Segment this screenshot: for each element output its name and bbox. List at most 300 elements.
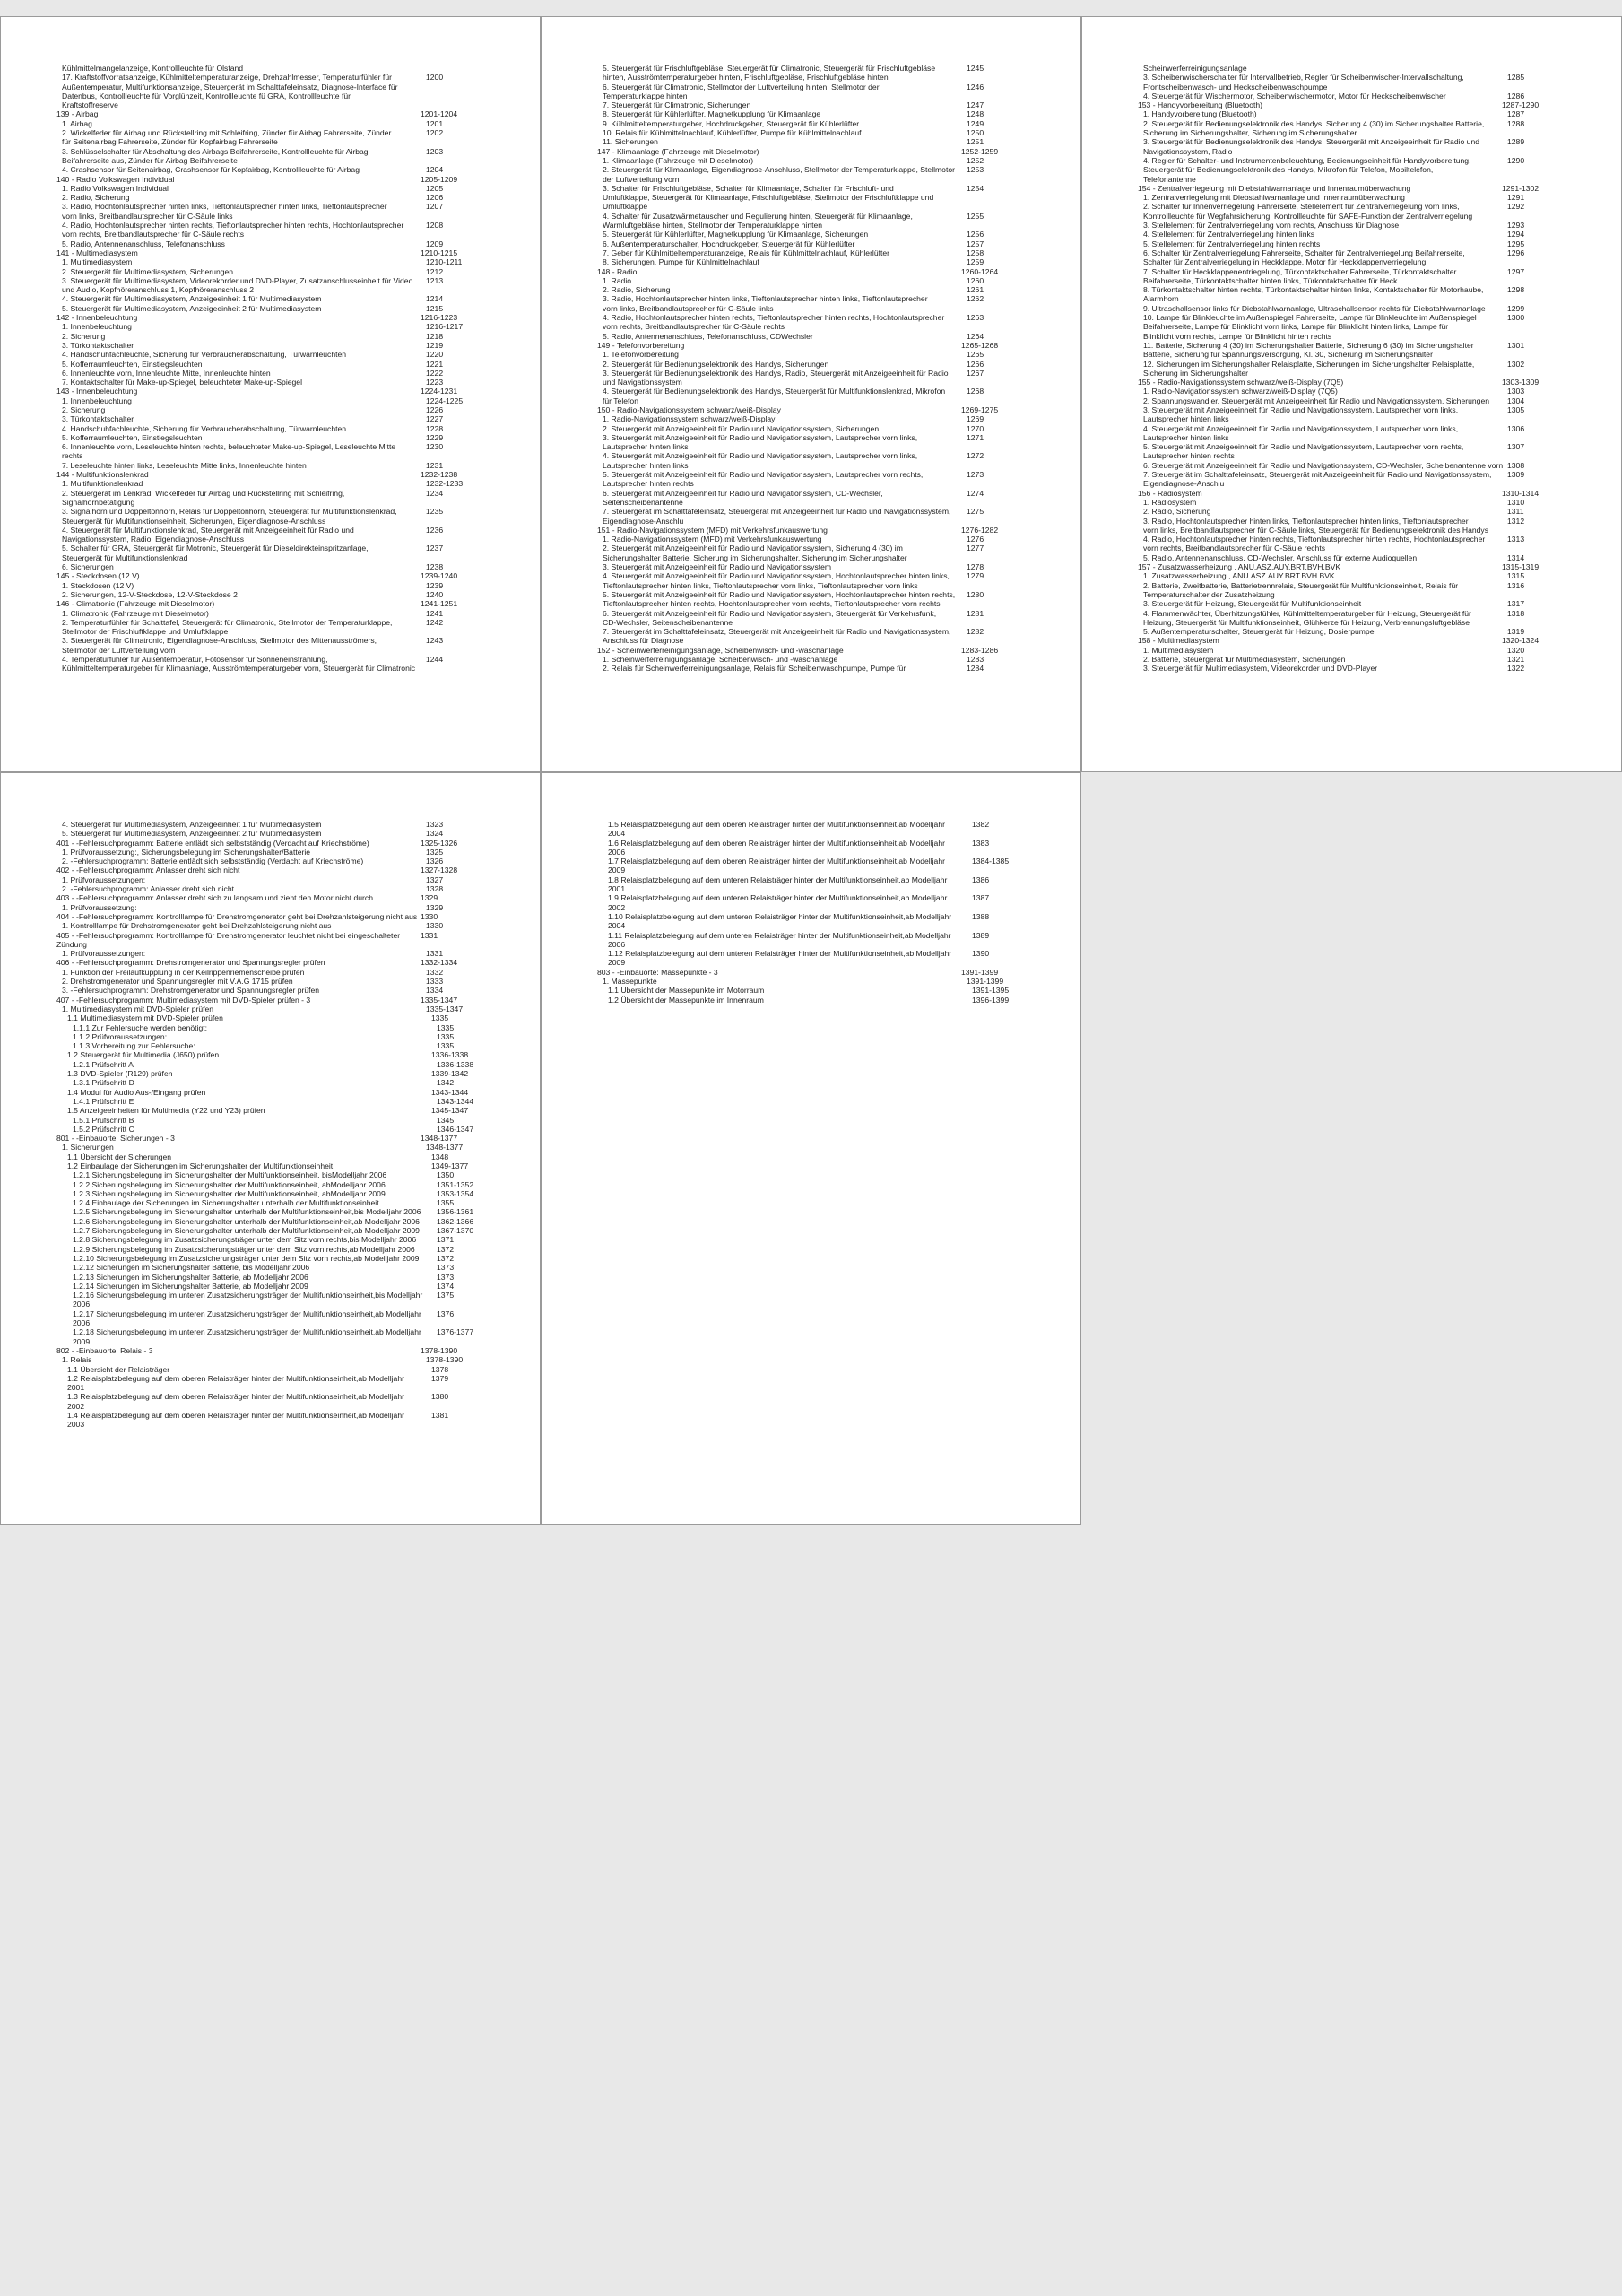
- toc-entry-title: und Navigationssystem: [603, 378, 682, 387]
- toc-entry-page-number: 1348: [431, 1152, 449, 1161]
- toc-entry-page-number: 1303: [1507, 387, 1525, 396]
- toc-entry-title: 1.1 Multimediasystem mit DVD-Spieler prüfen: [67, 1013, 223, 1023]
- toc-entry: [56, 424, 522, 433]
- toc-entry-page-number: 1332-1334: [421, 958, 458, 968]
- toc-entry-title: Schalter für Zentralverriegelung in Heckklappe, Motor für Heckklappenverriegelung: [1143, 257, 1427, 267]
- toc-entry: [1138, 544, 1603, 552]
- toc-entry-title: 2. Sicherung: [62, 331, 106, 341]
- toc-entry-page-number: 1232-1238: [421, 470, 458, 480]
- toc-entry-title: 17. Kraftstoffvorratsanzeige, Kühlmitteltemperaturanzeige, Drehzahlmesser, Temperaturfühler für: [62, 73, 392, 83]
- toc-entry-page-number: 1391-1399: [967, 977, 1004, 987]
- toc-entry: [1138, 655, 1603, 664]
- toc-entry: [56, 387, 522, 396]
- toc-entry-title: Zündung: [56, 939, 87, 949]
- toc-entry-page-number: 1244: [426, 655, 444, 664]
- toc-entry-page-number: 1313: [1507, 535, 1525, 544]
- toc-entry-title: 4. Temperaturfühler für Außentemperatur, Fotosensor für Sonneneinstrahlung,: [62, 655, 328, 664]
- toc-entry-title: 3. -Fehlersuchprogramm: Drehstromgenerator und Spannungsregler prüfen: [62, 986, 320, 996]
- toc-entry: [56, 83, 522, 91]
- toc-entry-title: 4. Steuergerät mit Anzeigeeinheit für Radio und Navigationssystem, Hochtonlautsprecher hinten links,: [603, 571, 950, 581]
- toc-entry-page-number: 1371: [437, 1235, 455, 1245]
- toc-entry-title: 146 - Climatronic (Fahrzeuge mit Dieselmotor): [56, 599, 215, 609]
- toc-entry: [597, 949, 1063, 958]
- toc-entry-page-number: 1231: [426, 460, 444, 470]
- toc-entry: [56, 1032, 522, 1041]
- toc-entry: [597, 175, 1063, 184]
- toc-entry: [597, 526, 1063, 535]
- toc-entry-title: 1.1.1 Zur Fehlersuche werden benötigt:: [73, 1022, 208, 1032]
- document-page-5: [541, 772, 1081, 1525]
- toc-entry-page-number: 1335-1347: [426, 1004, 464, 1013]
- toc-entry-title: Beifahrerseite aus, Zünder für Airbag Beifahrerseite: [62, 155, 238, 165]
- toc-entry-title: 1.2.4 Einbaulage der Sicherungen im Sicherungshalter unterhalb der Multifunktionseinheit: [73, 1198, 379, 1208]
- toc-entry: [597, 848, 1063, 857]
- toc-entry-title: 7. Steuergerät für Climatronic, Sicherungen: [603, 100, 751, 110]
- toc-entry: [56, 1069, 522, 1078]
- toc-entry: [597, 921, 1063, 930]
- toc-entry-title: 1.2.10 Sicherungsbelegung im Zusatzsicherungsträger unter dem Sitz vorn rechts,ab Modelljahr 2009: [73, 1253, 420, 1263]
- toc-entry-title: 1.12 Relaisplatzbelegung auf dem unteren Relaisträger hinter der Multifunktionseinheit,ab Modelljahr: [608, 949, 952, 959]
- toc-entry-title: 401 - -Fehlersuchprogramm: Batterie entlädt sich selbstständig (Verdacht auf Kriechströme): [56, 838, 369, 848]
- toc-entry-title: 7. Steuergerät im Schalttafeleinsatz, Steuergerät mit Anzeigeeinheit für Radio und Navigationssystem,: [1143, 470, 1492, 480]
- toc-entry: [597, 857, 1063, 865]
- toc-entry: [56, 903, 522, 912]
- toc-entry: [597, 109, 1063, 118]
- toc-entry: [597, 83, 1063, 91]
- toc-entry-title: 4. Steuergerät für Multimediasystem, Anzeigeeinheit 1 für Multimediasystem: [62, 294, 322, 304]
- toc-entry: [597, 64, 1063, 73]
- toc-entry-title: 6. Steuergerät mit Anzeigeeinheit für Radio und Navigationssystem, CD-Wechsler, Scheibenantenne vorn: [1143, 460, 1504, 470]
- toc-entry-page-number: 1320: [1507, 645, 1525, 655]
- toc-entry-title: 2. Wickelfeder für Airbag und Rückstellring mit Schleifring, Zünder für Airbag Fahrerseite, Zünder: [62, 128, 392, 138]
- toc-entry-page-number: 1249: [967, 118, 984, 128]
- toc-entry-title: 5. Steuergerät für Frischluftgebläse, Steuergerät für Climatronic, Steuergerät für Frischluftgebläse: [603, 64, 936, 73]
- toc-entry: [1138, 156, 1603, 165]
- toc-entry: [56, 609, 522, 618]
- toc-entry-title: 11. Batterie, Sicherung 4 (30) im Sicherungshalter Batterie, Sicherung 6 (30) im Sicherungshalter: [1143, 340, 1474, 350]
- toc-entry: [597, 332, 1063, 341]
- toc-entry: [1138, 221, 1603, 230]
- toc-entry: [56, 1254, 522, 1263]
- toc-entry: [56, 921, 522, 930]
- toc-entry-title: vorn links, Breitbandlautsprecher für C-Säule links: [62, 211, 233, 221]
- toc-entry-page-number: 1382: [972, 820, 990, 829]
- toc-entry-title: 1.5.1 Prüfschritt B: [73, 1115, 134, 1125]
- toc-entry-title: 1. Climatronic (Fahrzeuge mit Dieselmotor): [62, 608, 209, 618]
- toc-entry-title: Beifahrerseite, Türkontaktschalter hinten links, Türkontaktschalter für Heck: [1143, 275, 1398, 285]
- toc-entry-title: 153 - Handyvorbereitung (Bluetooth): [1138, 100, 1263, 110]
- toc-entry-title: 803 - -Einbauorte: Massepunkte - 3: [597, 967, 718, 977]
- toc-entry: [56, 248, 522, 257]
- toc-entry-title: 6. Steuergerät mit Anzeigeeinheit für Radio und Navigationssystem, Steuergerät für Verkehrsfunk,: [603, 608, 937, 618]
- toc-entry: [1138, 184, 1603, 193]
- toc-entry-page-number: 1375: [437, 1291, 455, 1300]
- toc-entry: [56, 618, 522, 627]
- toc-entry-title: 1.1.3 Vorbereitung zur Fehlersuche:: [73, 1041, 195, 1051]
- toc-entry: [597, 986, 1063, 995]
- toc-entry-title: 2001: [67, 1383, 85, 1393]
- toc-entry-title: 2. Radio, Sicherung: [1143, 507, 1211, 517]
- toc-entry-page-number: 1315: [1507, 571, 1525, 581]
- toc-entry-title: 139 - Airbag: [56, 109, 99, 119]
- toc-entry: [56, 1078, 522, 1087]
- toc-entry: [56, 1170, 522, 1179]
- toc-entry: [597, 571, 1063, 580]
- toc-entry: [1138, 332, 1603, 341]
- toc-entry-title: 11. Sicherungen: [603, 137, 658, 147]
- toc-entry-title: 1.2 Übersicht der Massepunkte im Innenraum: [608, 995, 764, 1004]
- toc-entry: [1138, 64, 1603, 73]
- toc-entry-page-number: 1300: [1507, 313, 1525, 323]
- toc-entry-title: 1.2.13 Sicherungen im Sicherungshalter Batterie, ab Modelljahr 2006: [73, 1272, 308, 1282]
- toc-entry-page-number: 1339-1342: [431, 1069, 469, 1079]
- toc-entry: [56, 958, 522, 967]
- toc-entry-title: 2009: [608, 958, 626, 968]
- toc-entry-page-number: 1259: [967, 257, 984, 267]
- toc-entry-page-number: 1252-1259: [961, 146, 999, 156]
- toc-entry: [597, 498, 1063, 507]
- toc-entry-title: 1. Steckdosen (12 V): [62, 580, 134, 590]
- toc-entry: [1138, 461, 1603, 470]
- toc-entry: [56, 119, 522, 128]
- toc-entry-title: 4. Steuergerät für Multifunktionslenkrad, Steuergerät mit Anzeigeeinheit für Radio und: [62, 525, 354, 535]
- toc-entry: [1138, 73, 1603, 82]
- toc-entry: [597, 304, 1063, 313]
- toc-entry-title: 5. Steuergerät für Multimediasystem, Anzeigeeinheit 2 für Multimediasystem: [62, 829, 322, 839]
- toc-entry-page-number: 1247: [967, 100, 984, 110]
- toc-entry-title: 2. Radio, Sicherung: [603, 285, 671, 295]
- toc-entry-page-number: 1296: [1507, 248, 1525, 257]
- toc-entry: [56, 165, 522, 174]
- toc-entry: [56, 829, 522, 838]
- toc-entry-title: 5. Schalter für GRA, Steuergerät für Motronic, Steuergerät für Dieseldirekteinspritzanlage,: [62, 544, 369, 553]
- toc-entry-title: 1. Prüfvoraussetzung:, Sicherungsbelegung im Sicherungshalter/Batterie: [62, 847, 311, 857]
- toc-entry-title: 155 - Radio-Navigationssystem schwarz/weiß-Display (7Q5): [1138, 378, 1344, 387]
- toc-entry-page-number: 1239-1240: [421, 571, 458, 581]
- toc-entry-title: 4. Steuergerät für Bedienungselektronik des Handys, Steuergerät für Multifunktionslenkrad, Mikrofon: [603, 387, 946, 396]
- toc-entry: [56, 1116, 522, 1125]
- toc-entry-page-number: 1209: [426, 239, 444, 248]
- toc-entry-page-number: 1275: [967, 507, 984, 517]
- toc-entry-title: 2. Schalter für Innenverriegelung Fahrerseite, Stellelement für Zentralverriegelung vorn links,: [1143, 202, 1460, 212]
- toc-entry-title: Beifahrerseite, Lampe für Blinklicht vorn links, Lampe für Blinklicht hinten links, Lampe für: [1143, 322, 1449, 332]
- toc-entry-title: 2. Drehstromgenerator und Spannungsregler mit V.A.G 1715 prüfen: [62, 977, 293, 987]
- toc-entry-page-number: 1273: [967, 470, 984, 480]
- toc-entry-page-number: 1330: [421, 911, 438, 921]
- toc-entry-page-number: 1270: [967, 423, 984, 433]
- toc-entry-title: 10. Lampe für Blinkleuchte im Außenspiegel Fahrerseite, Lampe für Blinkleuchte im Außenspiegel: [1143, 313, 1477, 323]
- toc-entry-title: Steuergerät für Multifunktionslenkrad: [62, 552, 188, 562]
- toc-entry-page-number: 1254: [967, 183, 984, 193]
- toc-entry: [1138, 535, 1603, 544]
- toc-entry: [56, 553, 522, 562]
- toc-entry-page-number: 1286: [1507, 91, 1525, 100]
- toc-entry: [1138, 83, 1603, 91]
- toc-entry-title: 1.4.1 Prüfschritt E: [73, 1096, 134, 1106]
- toc-entry-title: 2. Radio, Sicherung: [62, 193, 130, 203]
- toc-entry-title: 1.2.1 Prüfschritt A: [73, 1059, 134, 1069]
- toc-entry-page-number: 1390: [972, 949, 990, 959]
- toc-entry-page-number: 1262: [967, 294, 984, 304]
- toc-entry-title: 1.2.14 Sicherungen im Sicherungshalter Batterie, ab Modelljahr 2009: [73, 1281, 308, 1291]
- toc-entry-title: 8. Sicherungen, Pumpe für Kühlmittelnachlauf: [603, 257, 759, 267]
- toc-entry: [1138, 137, 1603, 146]
- toc-entry: [1138, 562, 1603, 571]
- toc-entry: [1138, 257, 1603, 266]
- toc-entry: [56, 73, 522, 82]
- toc-entry-page-number: 1386: [972, 874, 990, 884]
- toc-entry: [56, 1337, 522, 1346]
- toc-entry: [56, 212, 522, 221]
- toc-entry-title: Frontscheibenwasch- und Heckscheibenwaschpumpe: [1143, 82, 1328, 91]
- toc-entry-page-number: 1302: [1507, 359, 1525, 369]
- toc-entry: [56, 128, 522, 137]
- toc-entry-title: 156 - Radiosystem: [1138, 488, 1202, 498]
- toc-entry: [597, 940, 1063, 949]
- toc-entry: [56, 865, 522, 874]
- toc-entry-page-number: 1256: [967, 230, 984, 239]
- toc-entry-page-number: 1331: [426, 949, 444, 959]
- toc-entry: [56, 1023, 522, 1032]
- toc-entry-page-number: 1232-1233: [426, 479, 464, 489]
- toc-entry-page-number: 1216-1223: [421, 313, 458, 323]
- toc-entry-title: 7. Leseleuchte hinten links, Leseleuchte Mitte links, Innenleuchte hinten: [62, 460, 307, 470]
- toc-entry-page-number: 1276-1282: [961, 525, 999, 535]
- toc-entry-title: 2001: [608, 884, 626, 894]
- toc-entry: [56, 848, 522, 857]
- toc-entry-title: 154 - Zentralverriegelung mit Diebstahlwarnanlage und Innenraumüberwachung: [1138, 183, 1411, 193]
- toc-entry: [1138, 239, 1603, 248]
- toc-entry: [597, 958, 1063, 967]
- toc-entry-title: hinten, Ausströmtemperaturgeber hinten, Frischluftgebläse, Frischluftgebläse hinten: [603, 73, 889, 83]
- toc-entry: [56, 562, 522, 571]
- toc-entry-title: Blinklicht vorn rechts, Lampe für Blinklicht hinten rechts: [1143, 331, 1332, 341]
- toc-entry-page-number: 1308: [1507, 460, 1525, 470]
- toc-entry-page-number: 1285: [1507, 73, 1525, 83]
- toc-entry-title: 1. Radio-Navigationssystem schwarz/weiß-Display: [603, 414, 776, 424]
- toc-entry-title: Tieftonlautsprecher hinten links, Tieftonlautsprecher vorn links, Tieftonlautsprecher vorn links: [603, 580, 918, 590]
- toc-entry-page-number: 1269: [967, 414, 984, 424]
- toc-entry-page-number: 1299: [1507, 303, 1525, 313]
- toc-entry-page-number: 1378: [431, 1364, 449, 1374]
- toc-entry-page-number: 1280: [967, 589, 984, 599]
- toc-entry-page-number: 1201-1204: [421, 109, 458, 119]
- toc-entry-title: 8. Türkontaktschalter hinten rechts, Türkontaktschalter hinten links, Kontaktschalter für Motorhaube,: [1143, 285, 1484, 295]
- toc-entry-page-number: 1240: [426, 589, 444, 599]
- toc-entry: [597, 544, 1063, 552]
- toc-entry-page-number: 1235: [426, 507, 444, 517]
- toc-entry-title: 1. Prüfvoraussetzungen:: [62, 874, 146, 884]
- toc-entry: [56, 109, 522, 118]
- toc-entry: [597, 396, 1063, 405]
- toc-entry-page-number: 1267: [967, 368, 984, 378]
- toc-entry-page-number: 1301: [1507, 340, 1525, 350]
- toc-entry-title: 4. Steuergerät mit Anzeigeeinheit für Radio und Navigationssystem, Lautsprecher vorn links,: [1143, 423, 1459, 433]
- toc-entry: [56, 1411, 522, 1420]
- toc-entry-title: 2004: [608, 829, 626, 839]
- toc-entry: [56, 193, 522, 202]
- toc-entry-title: für Telefon: [603, 396, 638, 405]
- toc-entry-title: Lautsprecher hinten links: [603, 442, 689, 452]
- toc-entry-title: 1. Radio-Navigationssystem (MFD) mit Verkehrsfunkauswertung: [603, 535, 822, 544]
- toc-entry: [56, 239, 522, 248]
- toc-entry-page-number: 1250: [967, 128, 984, 138]
- toc-entry: [597, 350, 1063, 359]
- toc-entry-title: Navigationssystem, Radio, Eigendiagnose-Anschluss: [62, 535, 245, 544]
- toc-entry-title: 143 - Innenbeleuchtung: [56, 387, 138, 396]
- toc-entry: [56, 655, 522, 664]
- toc-entry: [597, 285, 1063, 294]
- toc-entry-title: Steuergerät für Bedienungselektronik des Handys, Mikrofon für Telefon, Mobiltelefon,: [1143, 165, 1434, 175]
- toc-entry: [597, 147, 1063, 156]
- toc-entry: [1138, 590, 1603, 599]
- toc-entry: [56, 64, 522, 73]
- document-page-4: [0, 772, 541, 1525]
- toc-entry: [56, 396, 522, 405]
- toc-entry-title: 1. Massepunkte: [603, 977, 657, 987]
- toc-entry-page-number: 1282: [967, 627, 984, 637]
- toc-entry: [56, 1235, 522, 1244]
- toc-entry: [597, 442, 1063, 451]
- toc-entry: [56, 1309, 522, 1318]
- toc-entry-page-number: 1293: [1507, 221, 1525, 230]
- toc-entry-page-number: 1207: [426, 202, 444, 212]
- toc-entry: [1138, 285, 1603, 294]
- toc-entry-page-number: 1243: [426, 636, 444, 646]
- toc-entry-page-number: 1224-1225: [426, 396, 464, 405]
- toc-entry: [56, 1273, 522, 1282]
- toc-entry-title: 6. Innenleuchte vorn, Leseleuchte hinten rechts, beleuchteter Make-up-Spiegel, Leseleuchte Mitte: [62, 442, 396, 452]
- toc-entry-title: Temperaturschalter der Zusatzheizung: [1143, 589, 1275, 599]
- toc-entry: [56, 91, 522, 100]
- toc-entry-title: 1. Scheinwerferreinigungsanlage, Scheibenwisch- und -waschanlage: [603, 655, 838, 664]
- toc-entry: [56, 517, 522, 526]
- toc-entry: [597, 839, 1063, 848]
- toc-entry-page-number: 1384-1385: [972, 857, 1010, 866]
- toc-entry-title: Heizung, Steuergerät für Multifunktionseinheit, Glühkerze für Heizung, Verbrennungsluftgebläse: [1143, 617, 1470, 627]
- toc-entry: [56, 1004, 522, 1013]
- toc-entry-title: 2. Spannungswandler, Steuergerät mit Anzeigeeinheit für Radio und Navigationssystem, Sicherungen: [1143, 396, 1490, 405]
- toc-entry-title: 10. Relais für Kühlmittelnachlauf, Kühlerlüfter, Pumpe für Kühlmittelnachlauf: [603, 128, 862, 138]
- toc-entry-page-number: 1287: [1507, 109, 1525, 119]
- toc-entry: [597, 829, 1063, 838]
- toc-entry: [597, 119, 1063, 128]
- toc-entry-title: 1.2.17 Sicherungsbelegung im unteren Zusatzsicherungsträger der Multifunktionseinheit,ab Modelljahr: [73, 1309, 421, 1318]
- toc-entry-title: Sicherungshalter Batterie, Sicherung im Sicherungshalter, Sicherung im Sicherungshalter: [603, 552, 907, 562]
- toc-entry-title: 7. Steuergerät im Schalttafeleinsatz, Steuergerät mit Anzeigeeinheit für Radio und Navigationssystem,: [603, 627, 951, 637]
- toc-entry-page-number: 1328: [426, 884, 444, 894]
- toc-entry-title: Kühlmitteltemperaturgeber für Klimaanlage, Ausströmtemperaturgeber vorn, Steuergerät für Climatronic: [62, 664, 416, 674]
- toc-entry: [597, 360, 1063, 369]
- toc-entry-title: 147 - Klimaanlage (Fahrzeuge mit Dieselmotor): [597, 146, 759, 156]
- toc-entry-page-number: 1378-1390: [426, 1355, 464, 1365]
- toc-entry: [597, 73, 1063, 82]
- toc-entry-page-number: 1239: [426, 580, 444, 590]
- toc-entry-page-number: 1353-1354: [437, 1188, 474, 1198]
- toc-entry-page-number: 1330: [426, 921, 444, 931]
- toc-entry-title: 1.1 Übersicht der Massepunkte im Motorraum: [608, 986, 765, 996]
- toc-entry-page-number: 1376-1377: [437, 1327, 474, 1337]
- toc-entry-title: 5. Steuergerät mit Anzeigeeinheit für Radio und Navigationssystem, Lautsprecher vorn rechts,: [1143, 442, 1464, 452]
- toc-entry-title: 5. Steuergerät für Multimediasystem, Anzeigeeinheit 2 für Multimediasystem: [62, 303, 322, 313]
- toc-entry-title: Eigendiagnose-Anschlu: [1143, 479, 1225, 489]
- toc-entry-title: vorn rechts, Breitbandlautsprecher für C-Säule rechts: [603, 322, 785, 332]
- toc-entry-title: Lautsprecher hinten rechts: [1143, 451, 1235, 461]
- toc-entry: [1138, 553, 1603, 562]
- toc-entry: [1138, 248, 1603, 257]
- toc-entry-title: 406 - -Fehlersuchprogramm: Drehstromgenerator und Spannungsregler prüfen: [56, 958, 325, 968]
- toc-entry-page-number: 1279: [967, 571, 984, 581]
- toc-entry: [56, 526, 522, 535]
- toc-entry-title: 2002: [67, 1401, 85, 1411]
- toc-entry-page-number: 1241: [426, 608, 444, 618]
- toc-entry: [56, 378, 522, 387]
- toc-entry-title: rechts: [62, 451, 83, 461]
- toc-entry-page-number: 1265-1268: [961, 340, 999, 350]
- toc-entry: [597, 369, 1063, 378]
- toc-entry-page-number: 1373: [437, 1263, 455, 1273]
- toc-entry-page-number: 1343-1344: [437, 1096, 474, 1106]
- toc-entry-page-number: 1237: [426, 544, 444, 553]
- toc-entry-title: 3. Schalter für Frischluftgebläse, Schalter für Klimaanlage, Schalter für Frischluft- und: [603, 183, 894, 193]
- toc-entry-page-number: 1228: [426, 423, 444, 433]
- toc-entry: [1138, 369, 1603, 378]
- toc-entry-title: 2006: [73, 1318, 91, 1328]
- toc-entry-page-number: 1321: [1507, 655, 1525, 664]
- toc-entry-title: 5. Radio, Antennenanschluss, Telefonanschluss, CDWechsler: [603, 331, 813, 341]
- toc-entry-title: vorn rechts, Breitbandlautsprecher für C-Säule rechts: [62, 230, 245, 239]
- toc-entry: [597, 137, 1063, 146]
- toc-entry: [56, 1134, 522, 1143]
- toc-entry-title: 1. Sicherungen: [62, 1143, 114, 1152]
- toc-entry: [56, 100, 522, 109]
- toc-entry-title: Lautsprecher hinten links: [603, 460, 689, 470]
- toc-entry-title: 4. Crashsensor für Seitenairbag, Crashsensor für Kopfairbag, Kontrollleuchte für Airbag: [62, 165, 360, 175]
- toc-entry-page-number: 1212: [426, 266, 444, 276]
- toc-entry: [1138, 322, 1603, 331]
- toc-entry-title: 3. Radio, Hochtonlautsprecher hinten links, Tieftonlautsprecher hinten links, Tieftonlautsprecher: [62, 202, 387, 212]
- toc-entry: [56, 968, 522, 977]
- toc-entry-title: 3. Steuergerät für Climatronic, Eigendiagnose-Anschluss, Stellmotor des Mittenausströmers,: [62, 636, 377, 646]
- toc-entry-page-number: 1316: [1507, 580, 1525, 590]
- toc-entry-title: 1. Klimaanlage (Fahrzeuge mit Dieselmotor): [603, 155, 754, 165]
- toc-entry: [597, 230, 1063, 239]
- toc-entry-title: 1.7 Relaisplatzbelegung auf dem oberen Relaisträger hinter der Multifunktionseinheit,ab Modelljahr: [608, 857, 945, 866]
- toc-entry-title: 5. Stellelement für Zentralverriegelung hinten rechts: [1143, 239, 1321, 248]
- toc-entry-title: Außentemperatur, Multifunktionsanzeige, Steuergerät im Schalttafeleinsatz, Diagnose-Interface für: [62, 82, 398, 91]
- toc-entry-page-number: 1294: [1507, 230, 1525, 239]
- toc-entry-page-number: 1373: [437, 1272, 455, 1282]
- toc-entry: [1138, 489, 1603, 498]
- toc-entry: [597, 193, 1063, 202]
- toc-entry-title: Umluftklappe, Steuergerät für Klimaanlage, Frischluftgebläse, Stellmotor der Frischluftklappe und: [603, 193, 934, 203]
- toc-entry-title: 2006: [608, 939, 626, 949]
- toc-entry-page-number: 1221: [426, 359, 444, 369]
- toc-entry: [597, 507, 1063, 516]
- toc-entry-title: 4. Handschuhfachleuchte, Sicherung für Verbraucherabschaltung, Türwarnleuchten: [62, 423, 347, 433]
- toc-entry-page-number: 1263: [967, 313, 984, 323]
- toc-entry-title: 1.5 Anzeigeeinheiten für Multimedia (Y22 und Y23) prüfen: [67, 1106, 265, 1116]
- toc-entry-title: 2. Sicherung: [62, 404, 106, 414]
- toc-entry-title: 6. Steuergerät mit Anzeigeeinheit für Radio und Navigationssystem, CD-Wechsler,: [603, 488, 883, 498]
- toc-entry-page-number: 1229: [426, 432, 444, 442]
- toc-entry: [56, 636, 522, 645]
- toc-entry: [56, 1374, 522, 1383]
- toc-entry-title: Warmluftgebläse hinten, Stellmotor der Temperaturklappe hinten: [603, 221, 823, 230]
- toc-entry-page-number: 1208: [426, 221, 444, 230]
- toc-entry-page-number: 1335: [437, 1041, 455, 1051]
- toc-entry: [56, 949, 522, 958]
